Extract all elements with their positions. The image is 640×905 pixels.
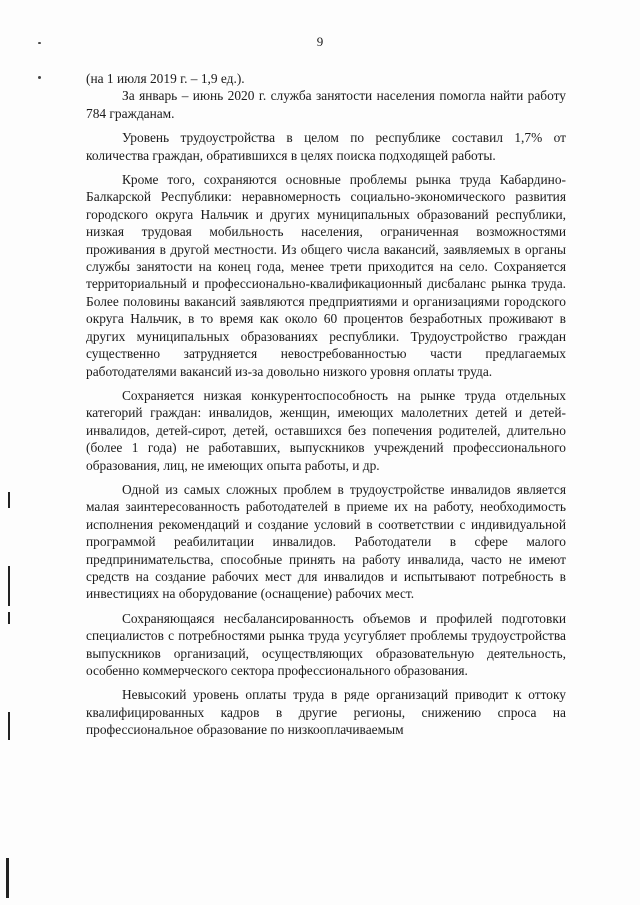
paragraph: Сохраняется низкая конкурентоспособность на рынке труда отдельных категорий граждан: инвалидов, женщин, имеющих малолетних детей и детей-инвалидов, детей-сирот, детей, оставшихся без попечения родителей, длительно (более 1 года) не работавших, выпускников учреждений профессионального образования, лиц, не имеющих опыта работы, и др. bbox=[86, 387, 566, 473]
scan-edge-mark bbox=[8, 566, 10, 606]
scan-edge-mark bbox=[8, 712, 10, 740]
paragraph: Уровень трудоустройства в целом по республике составил 1,7% от количества граждан, обратившихся в целях поиска подходящей работы. bbox=[86, 130, 566, 163]
paragraph: Невысокий уровень оплаты труда в ряде организаций приводит к оттоку квалифицированных кадров в другие регионы, снижению спроса на профессиональное образование по низкооплачиваемым bbox=[86, 687, 566, 738]
scan-speck bbox=[38, 42, 41, 44]
scan-edge-mark bbox=[8, 612, 10, 624]
page-number: 9 bbox=[316, 34, 324, 49]
scan-edge-mark bbox=[6, 858, 9, 898]
paragraph: За январь – июнь 2020 г. служба занятости населения помогла найти работу 784 гражданам. bbox=[86, 88, 566, 121]
body-text bbox=[86, 70, 566, 746]
scan-speck bbox=[38, 76, 41, 79]
paragraph: Кроме того, сохраняются основные проблемы рынка труда Кабардино-Балкарской Республики: неравномерность социально-экономического развития городского округа Нальчик и других муниципальных образований республики, низкая трудовая мобильность населения, ограниченная возможностями проживания в другой местности. Из общего числа вакансий, заявляемых в органы службы занятости на конец года, менее трети приходится на село. Сохраняется территориальный и профессионально-квалификационный дисбаланс рынка труда. Более половины вакансий заявляются предприятиями и организациями городского округа Нальчик, в то время как около 60 процентов безработных проживают в других муниципальных образованиях республики. Трудоустройство граждан существенно затрудняется невостребованностью части предлагаемых работодателями вакансий из-за довольно низкого уровня оплаты труда. bbox=[86, 172, 566, 379]
paragraph: (на 1 июля 2019 г. – 1,9 ед.). bbox=[86, 71, 245, 86]
paragraph: Сохраняющаяся несбалансированность объемов и профилей подготовки специалистов с потребностями рынка труда усугубляет проблемы трудоустройства выпускников организаций, осуществляющих образовательную деятельность, особенно коммерческого сектора профессионального образования. bbox=[86, 610, 566, 678]
scan-edge-mark bbox=[8, 492, 10, 508]
paragraph: Одной из самых сложных проблем в трудоустройстве инвалидов является малая заинтересованность работодателей в приеме их на работу, необходимость исполнения рекомендаций и создание условий в соответствии с индивидуальной программой реабилитации инвалидов. Работодатели в сфере малого предпринимательства, способные принять на работу инвалида, часто не имеют средств на создание рабочих мест для инвалидов и испытывают потребность в инвестициях на оборудование (оснащение) рабочих мест. bbox=[86, 481, 566, 602]
